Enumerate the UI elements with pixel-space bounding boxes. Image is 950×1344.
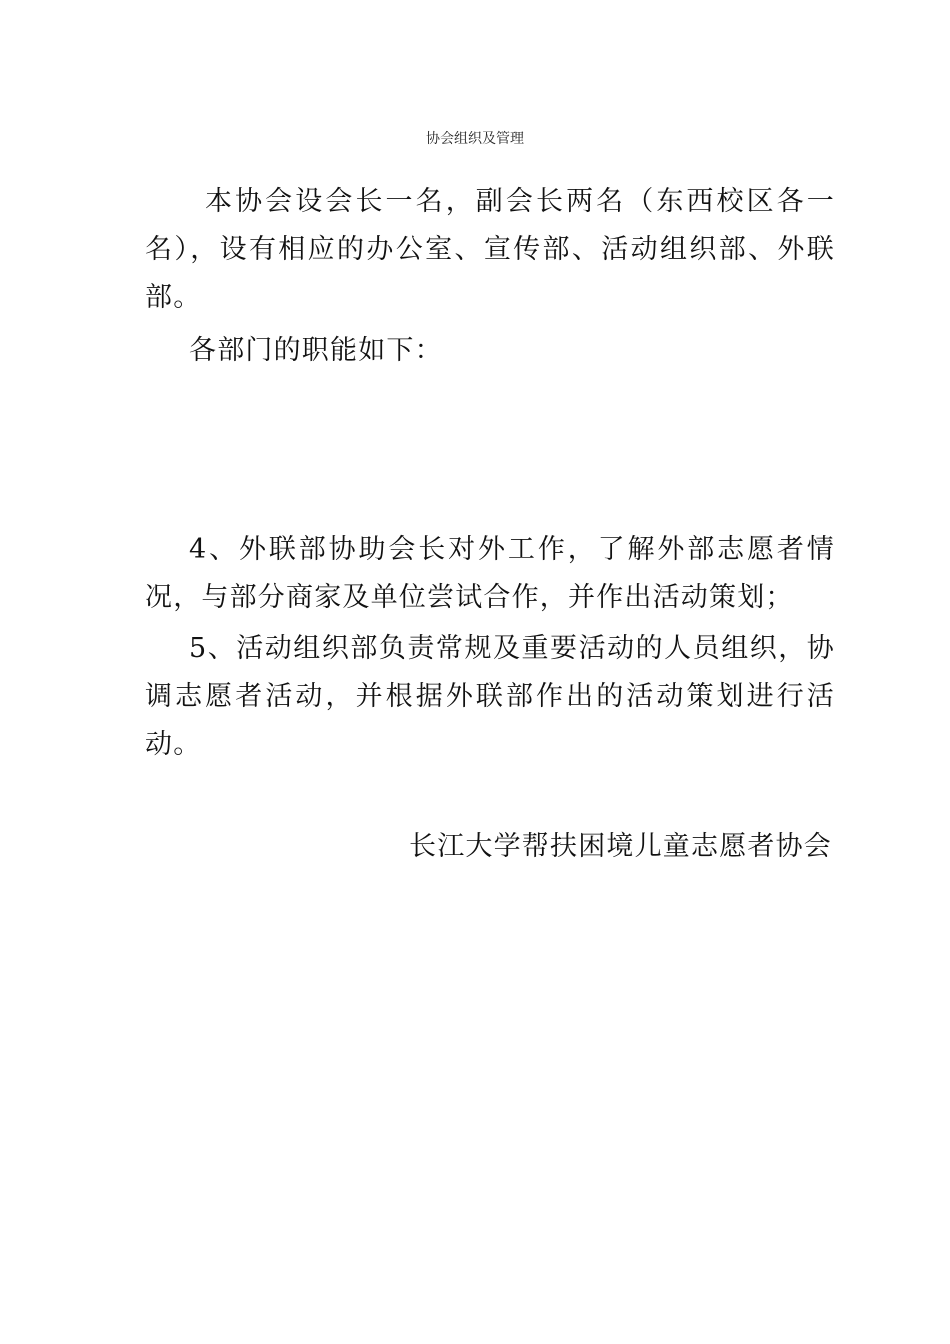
- paragraph-activity-dept: 5、活动组织部负责常规及重要活动的人员组织，协调志愿者活动，并根据外联部作出的活动策划进行活动。: [145, 633, 835, 760]
- organization-signature: 长江大学帮扶困境儿童志愿者协会: [409, 831, 832, 862]
- paragraph-structure: 本协会设会长一名，副会长两名（东西校区各一名），设有相应的办公室、宣传部、活动组织部、外联部。: [145, 186, 835, 313]
- paragraph-functions-intro: 各部门的职能如下：: [189, 335, 443, 366]
- page-header: 协会组织及管理: [426, 131, 524, 147]
- paragraph-liaison-dept: 4、外联部协助会长对外工作，了解外部志愿者情况，与部分商家及单位尝试合作，并作出活动策划；: [145, 534, 835, 613]
